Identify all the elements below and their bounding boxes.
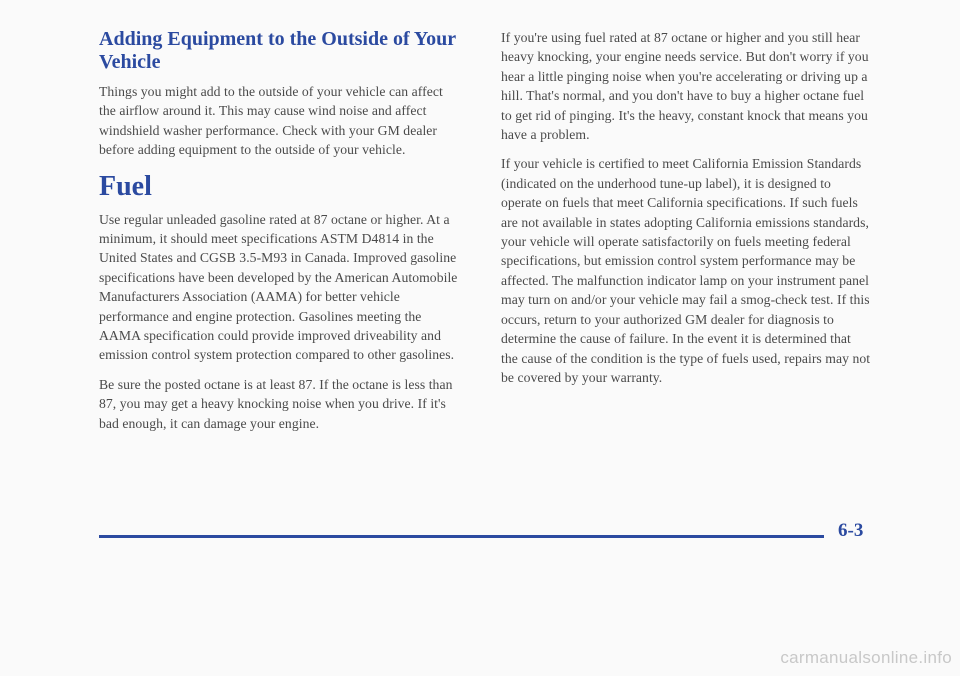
paragraph-octane-warning: Be sure the posted octane is at least 87. If the octane is less than 87, you may get a heavy knocking noise when you drive. If it's bad enough, it can damage your engine. [99,376,453,431]
right-column [501,28,871,397]
footer-rule [99,535,824,538]
left-column [99,28,461,443]
paragraph-adding-equipment: Things you might add to the outside of your vehicle can affect the airflow around it. This may cause wind noise and affect windshield washer performance. Check with your GM dealer before adding equipment to the outside of your vehicle. [99,84,443,158]
paragraph-fuel-specifications: Use regular unleaded gasoline rated at 87 octane or higher. At a minimum, it should meet specifications ASTM D4814 in the United States and CGSB 3.5-M93 in Canada. Improved gasoline specifications have been developed by the American Automobile Manufacturers Association (AAMA) for better vehicle performance and engine protection. Gasolines meeting the AAMA specification could provide improved driveability and emission control system protection compared to other gasolines. [99,211,458,363]
paragraph-knocking: If you're using fuel rated at 87 octane or higher and you still hear heavy knocking, your engine needs service. But don't worry if you hear a little pinging noise when you're accelerating or driving up a hill. That's normal, and you don't have to buy a higher octane fuel to get rid of pinging. It's the heavy, constant knock that means you have a problem. [501,30,869,143]
page-number: 6-3 [838,520,864,541]
heading-fuel: Fuel [99,170,152,202]
watermark-text[interactable]: carmanualsonline.info [780,648,952,667]
paragraph-california-emissions: If your vehicle is certified to meet California Emission Standards (indicated on the underhood tune-up label), it is designed to operate on fuels that meet California specifications. If such fuels are not available in states adopting California emissions standards, your vehicle will operate satisfactorily on fuels meeting federal specifications, but emission control system performance may be affected. The malfunction indicator lamp on your instrument panel may turn on and/or your vehicle may fail a smog-check test. If this occurs, return to your authorized GM dealer for diagnosis to determine the cause of failure. In the event it is determined that the cause of the condition is the type of fuels used, repairs may not be covered by your warranty. [501,156,871,385]
heading-adding-equipment: Adding Equipment to the Outside of Your Vehicle [99,28,456,73]
